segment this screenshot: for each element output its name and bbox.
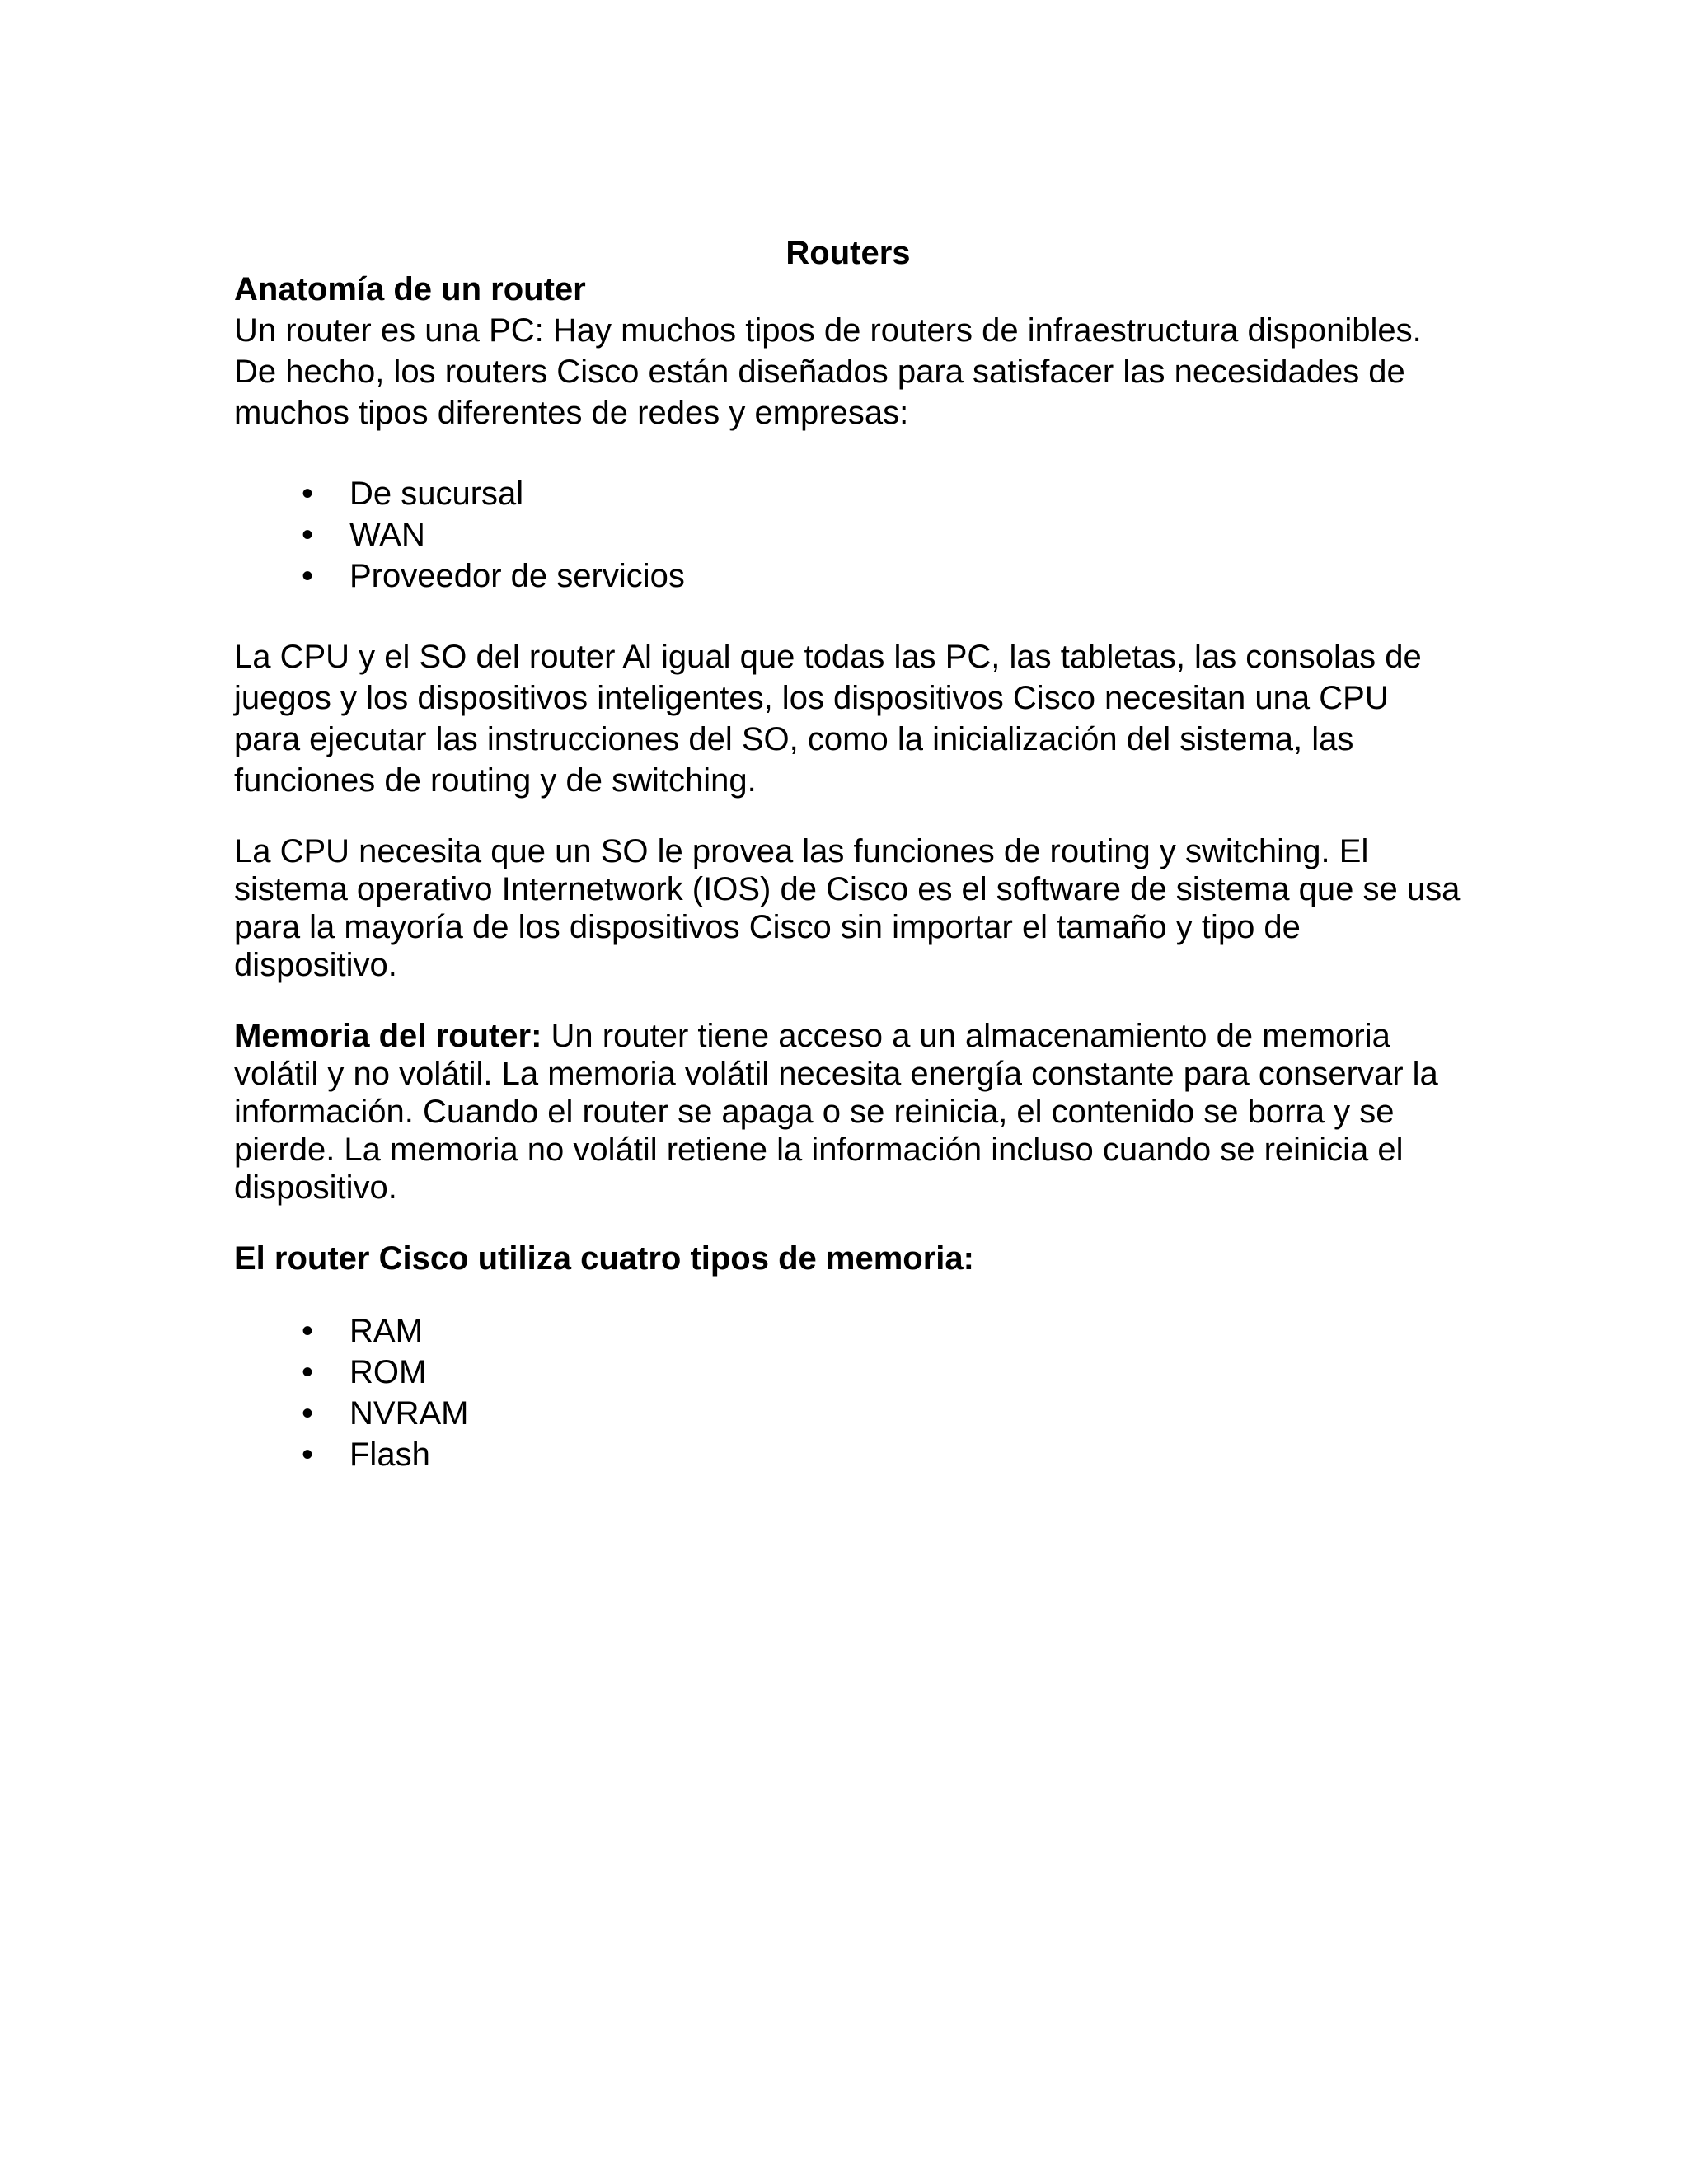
spacer [234,984,1462,1017]
list-item-label: De sucursal [349,476,524,512]
list-item [234,1393,1462,1434]
list-item [234,473,1462,514]
cpu-paragraph: La CPU y el SO del router Al igual que todas las PC, las tabletas, las consolas de juegos y los dispositivos inteligentes, los dispositivos Cisco necesitan una CPU para ejecutar las instrucciones del SO, como la inicialización del sistema, las funciones de routing y de switching. [234,639,1422,799]
document-body [234,229,1462,1475]
list-item-label: RAM [349,1313,423,1349]
list-item-label: Flash [349,1436,430,1473]
router-types-list [234,473,1462,597]
section-heading-anatomy: Anatomía de un router [234,271,586,307]
bullet-icon: • [302,476,314,512]
bullet-icon: • [302,1313,314,1349]
bullet-icon: • [302,558,314,594]
bullet-icon: • [302,517,314,553]
bullet-icon: • [302,1395,314,1432]
spacer [234,1207,1462,1240]
list-item [234,514,1462,555]
memory-text: Un router tiene acceso a un almacenamiento de memoria volátil y no volátil. La memoria volátil necesita energía constante para conservar la información. Cuando el router se apaga o se reinicia, el contenido se borra y se pierde. La memoria no volátil retiene la información incluso cuando se reinicia el dispositivo. [234,1018,1438,1206]
list-item [234,1310,1462,1352]
ios-paragraph: La CPU necesita que un SO le provea las funciones de routing y switching. El sistema operativo Internetwork (IOS) de Cisco es el software de sistema que se usa para la mayoría de los dispositivos Cisco sin importar el tamaño y tipo de dispositivo. [234,833,1461,983]
spacer [234,434,1462,473]
list-item-label: ROM [349,1354,427,1390]
spacer [234,1277,1462,1310]
spacer [234,801,1462,832]
list-item [234,555,1462,597]
list-item [234,1434,1462,1475]
memory-paragraph [234,1017,1462,1207]
spacer [234,597,1462,636]
memory-types-heading: El router Cisco utiliza cuatro tipos de memoria: [234,1240,974,1277]
bullet-icon: • [302,1354,314,1390]
bullet-icon: • [302,1436,314,1473]
intro-paragraph: Un router es una PC: Hay muchos tipos de routers de infraestructura disponibles. De hecho, los routers Cisco están diseñados para satisfacer las necesidades de muchos tipos diferentes de redes y empresas: [234,312,1422,431]
list-item-label: NVRAM [349,1395,469,1432]
memory-types-list [234,1310,1462,1475]
document-title: Routers [785,235,911,271]
list-item-label: Proveedor de servicios [349,558,685,594]
memory-label: Memoria del router: [234,1018,542,1054]
list-item [234,1352,1462,1393]
list-item-label: WAN [349,517,425,553]
